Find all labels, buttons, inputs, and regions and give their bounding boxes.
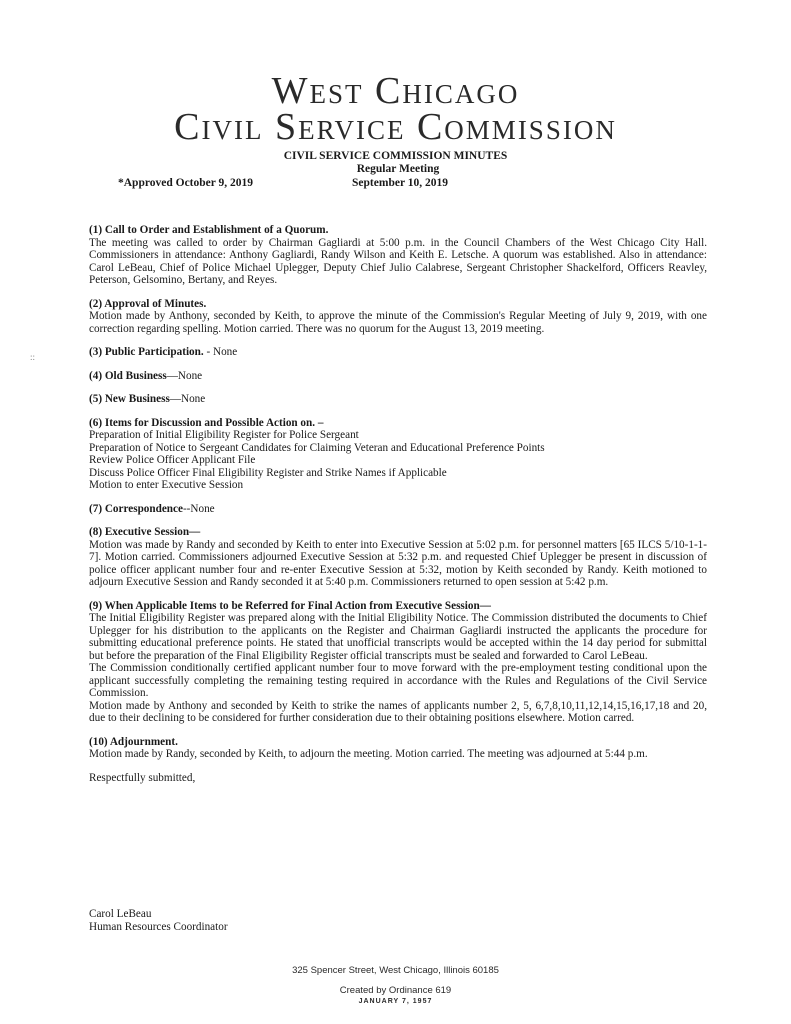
- section-text: Motion was made by Randy and seconded by Keith to enter into Executive Session at 5:02 p.m. for personnel matters [65 ILCS 5/10-1-1-7]. Motion carried. Commissioners adjourned Executive Session at 5:32 p.m. and requested Chief Uplegger be present in discussion of police officer applicant number four and re-enter Executive Session at 5:32, motion by Keith seconded by Randy. Keith motioned to adjourn Executive Session and Randy seconded it at 5:40 p.m. Commissioners returned to open session at 5:42 p.m.: [89, 538, 707, 588]
- section-old-business: [89, 370, 707, 383]
- section-correspondence: [89, 503, 707, 516]
- signature-block: [89, 908, 228, 934]
- section-title: (8) Executive Session—: [89, 526, 201, 538]
- closing-line: Respectfully submitted,: [89, 771, 196, 784]
- minutes-heading: CIVIL SERVICE COMMISSION MINUTES: [283, 150, 508, 162]
- section-title: (5) New Business: [89, 393, 170, 405]
- signer-role: Human Resources Coordinator: [89, 921, 228, 933]
- section-title: (1) Call to Order and Establishment of a Quorum.: [89, 224, 329, 236]
- section-new-business: [89, 393, 707, 406]
- approval-note: *Approved October 9, 2019: [118, 177, 254, 189]
- letterhead-title-line2: Civil Service Commission: [174, 106, 617, 148]
- meeting-date: September 10, 2019: [352, 177, 448, 189]
- section-approval-of-minutes: [89, 298, 707, 336]
- section-items-for-discussion: [89, 417, 707, 492]
- section-final-action: [89, 600, 707, 725]
- list-item: Preparation of Notice to Sergeant Candidates for Claiming Veteran and Educational Preference Points: [89, 441, 545, 454]
- section-text: —None: [169, 393, 206, 405]
- section-title: (3) Public Participation.: [89, 346, 204, 358]
- list-item: Discuss Police Officer Final Eligibility Register and Strike Names if Applicable: [89, 466, 447, 479]
- section-executive-session: [89, 526, 707, 589]
- section-text: - None: [203, 346, 238, 358]
- section-paragraph: The Commission conditionally certified applicant number four to move forward with the pre-employment testing conditional upon the applicant successfully completing the remaining testing required in accordance with the Rules and Regulations of the Civil Service Commission.: [89, 662, 707, 699]
- minutes-body: [89, 224, 707, 795]
- section-text: The meeting was called to order by Chairman Gagliardi at 5:00 p.m. in the Council Chambers of the West Chicago City Hall. Commissioners in attendance: Anthony Gagliardi, Randy Wilson and Keith E. Letsche. A quorum was established. Also in attendance: Carol LeBeau, Chief of Police Michael Uplegger, Deputy Chief Julio Calabrese, Sergeant Christopher Shackelford, Officers Reavley, Peterson, Gelsomino, Bertany, and Reyes.: [89, 236, 707, 286]
- section-public-participation: [89, 346, 707, 359]
- section-text: Motion made by Anthony, seconded by Keith, to approve the minute of the Commission's Regular Meeting of July 9, 2019, with one correction regarding spelling. Motion carried. There was no quorum for the August 13, 2019 meeting.: [89, 310, 707, 335]
- section-title: (4) Old Business: [89, 369, 167, 382]
- section-paragraph: The Initial Eligibility Register was prepared along with the Initial Eligibility Notice. The Commission distributed the documents to Chief Uplegger for his distribution to the applicants on the Register and Chairman Gagliardi instructed the applicants the procedure for submitting educational preference points. He stated that unofficial transcripts would be accepted within the 14 day period for submittal but before the preparation of the Final Eligibility Register official transcripts must be sealed and forwarded to Carol LeBeau.: [89, 612, 707, 662]
- section-title: (9) When Applicable Items to be Referred for Final Action from Executive Session—: [89, 599, 491, 612]
- footer-ordinance-date: JANUARY 7, 1957: [358, 998, 433, 1005]
- section-text: --None: [182, 502, 215, 515]
- section-text: Motion made by Randy, seconded by Keith, to adjourn the meeting. Motion carried. The meeting was adjourned at 5:44 p.m.: [89, 748, 648, 760]
- section-text: —None: [166, 369, 203, 382]
- section-title: (6) Items for Discussion and Possible Action on. –: [89, 416, 324, 429]
- signer-name: Carol LeBeau: [89, 908, 152, 920]
- section-adjournment: [89, 736, 707, 761]
- list-item: Preparation of Initial Eligibility Register for Police Sergeant: [89, 429, 359, 441]
- footer-address: 325 Spencer Street, West Chicago, Illinois 60185: [292, 965, 499, 976]
- list-item: Review Police Officer Applicant File: [89, 454, 256, 466]
- list-item: Motion to enter Executive Session: [89, 479, 244, 491]
- section-call-to-order: [89, 224, 707, 287]
- meeting-type: Regular Meeting: [356, 163, 440, 175]
- section-paragraph: Motion made by Anthony and seconded by Keith to strike the names of applicants number 2, 5, 6,7,8,10,11,12,14,15,16,17,18 and 20, due to their declining to be considered for further consideration due to their obtaining positions elsewhere. Motion carred.: [89, 699, 707, 724]
- section-title: (10) Adjournment.: [89, 735, 178, 748]
- section-title: (2) Approval of Minutes.: [89, 297, 207, 310]
- footer-ordinance: Created by Ordinance 619: [339, 985, 452, 996]
- section-title: (7) Correspondence: [89, 502, 183, 515]
- letterhead-title-line1: West Chicago: [271, 70, 520, 112]
- margin-mark: ::: [30, 352, 36, 362]
